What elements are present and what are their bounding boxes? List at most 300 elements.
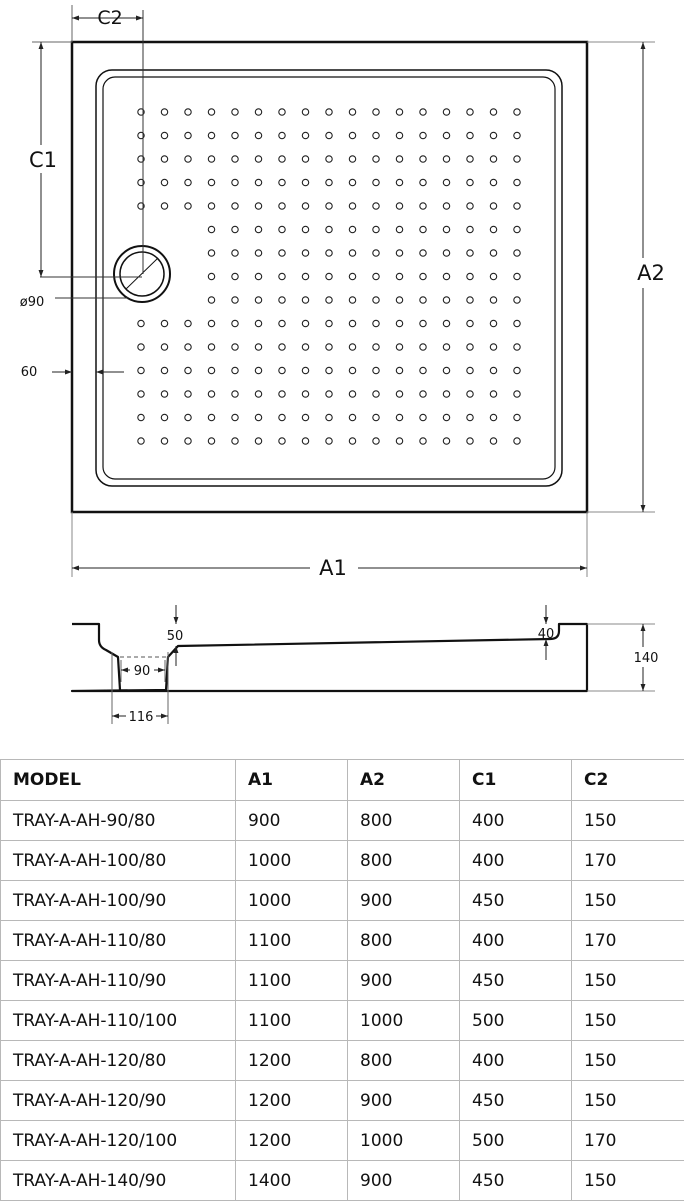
anti-slip-dot <box>349 156 355 162</box>
anti-slip-dot <box>279 320 285 326</box>
anti-slip-dot <box>420 179 426 185</box>
anti-slip-dot <box>138 414 144 420</box>
anti-slip-dot <box>302 367 308 373</box>
anti-slip-dot <box>208 367 214 373</box>
table-row <box>1 801 684 841</box>
anti-slip-dot <box>138 344 144 350</box>
tray-outline <box>72 42 587 512</box>
header-model: MODEL <box>1 760 236 801</box>
anti-slip-dot <box>467 179 473 185</box>
anti-slip-dot <box>161 414 167 420</box>
anti-slip-dot <box>420 132 426 138</box>
anti-slip-dot <box>373 156 379 162</box>
drain-diameter-label: ø90 <box>20 295 45 310</box>
anti-slip-dot <box>396 273 402 279</box>
section-dim-50: 50 <box>167 629 184 644</box>
anti-slip-dot <box>279 414 285 420</box>
anti-slip-dot <box>255 109 261 115</box>
anti-slip-dot <box>467 367 473 373</box>
anti-slip-dot <box>326 438 332 444</box>
cell-a2: 900 <box>348 961 460 1001</box>
anti-slip-dot <box>326 391 332 397</box>
anti-slip-dot <box>514 320 520 326</box>
anti-slip-dot <box>443 156 449 162</box>
cell-a2: 900 <box>348 1081 460 1121</box>
anti-slip-dot <box>420 367 426 373</box>
anti-slip-dot <box>302 109 308 115</box>
anti-slip-dot <box>232 438 238 444</box>
anti-slip-dot <box>161 203 167 209</box>
anti-slip-dot <box>490 132 496 138</box>
anti-slip-dot <box>420 203 426 209</box>
anti-slip-dot <box>420 320 426 326</box>
anti-slip-dot <box>467 203 473 209</box>
anti-slip-dot <box>208 226 214 232</box>
cell-c2: 150 <box>572 801 684 841</box>
anti-slip-dot <box>255 414 261 420</box>
table-row <box>1 1001 684 1041</box>
anti-slip-dot <box>255 438 261 444</box>
anti-slip-dot <box>396 391 402 397</box>
anti-slip-dot <box>208 179 214 185</box>
anti-slip-dot <box>396 250 402 256</box>
cell-a1: 1400 <box>236 1161 348 1201</box>
anti-slip-dot <box>490 320 496 326</box>
cell-a1: 1000 <box>236 881 348 921</box>
anti-slip-dot <box>514 297 520 303</box>
anti-slip-dot <box>443 226 449 232</box>
table-row <box>1 1161 684 1201</box>
anti-slip-dot <box>232 156 238 162</box>
anti-slip-dot <box>490 250 496 256</box>
anti-slip-dot <box>326 132 332 138</box>
anti-slip-dot <box>467 438 473 444</box>
cell-c2: 150 <box>572 961 684 1001</box>
anti-slip-dot <box>161 109 167 115</box>
anti-slip-dot <box>396 156 402 162</box>
anti-slip-dot <box>514 367 520 373</box>
anti-slip-dot <box>396 203 402 209</box>
cell-a1: 1100 <box>236 921 348 961</box>
anti-slip-dot <box>420 226 426 232</box>
anti-slip-dot <box>490 414 496 420</box>
anti-slip-dot <box>349 250 355 256</box>
anti-slip-dot <box>467 132 473 138</box>
anti-slip-dot <box>396 414 402 420</box>
anti-slip-dot <box>302 320 308 326</box>
anti-slip-dot <box>185 344 191 350</box>
anti-slip-dot <box>255 273 261 279</box>
anti-slip-dot <box>232 226 238 232</box>
cell-a1: 1200 <box>236 1041 348 1081</box>
anti-slip-dot <box>279 156 285 162</box>
anti-slip-dot <box>279 438 285 444</box>
anti-slip-dot <box>490 367 496 373</box>
anti-slip-dot <box>185 320 191 326</box>
cell-a2: 900 <box>348 881 460 921</box>
cell-a1: 1200 <box>236 1081 348 1121</box>
anti-slip-dot <box>467 391 473 397</box>
anti-slip-dot <box>232 391 238 397</box>
anti-slip-dot <box>255 226 261 232</box>
anti-slip-dot <box>514 203 520 209</box>
cell-model: TRAY-A-AH-90/80 <box>1 801 236 841</box>
header-a1: A1 <box>236 760 348 801</box>
anti-slip-dot <box>420 344 426 350</box>
anti-slip-dot <box>326 179 332 185</box>
anti-slip-dot <box>161 320 167 326</box>
anti-slip-dot <box>443 344 449 350</box>
anti-slip-dot <box>138 367 144 373</box>
anti-slip-dot <box>185 414 191 420</box>
anti-slip-dot <box>514 179 520 185</box>
anti-slip-dot <box>302 156 308 162</box>
anti-slip-dot <box>514 156 520 162</box>
dim-c2-label: C2 <box>97 7 122 29</box>
anti-slip-dot <box>161 179 167 185</box>
anti-slip-dot <box>490 438 496 444</box>
cell-a2: 800 <box>348 921 460 961</box>
cell-c1: 450 <box>460 961 572 1001</box>
anti-slip-dot <box>396 179 402 185</box>
anti-slip-dot <box>161 344 167 350</box>
anti-slip-dot <box>490 391 496 397</box>
table-row <box>1 881 684 921</box>
anti-slip-dot <box>185 179 191 185</box>
anti-slip-dot <box>373 226 379 232</box>
anti-slip-dot <box>467 297 473 303</box>
anti-slip-dot <box>467 414 473 420</box>
cell-model: TRAY-A-AH-140/90 <box>1 1161 236 1201</box>
anti-slip-dot <box>349 391 355 397</box>
cell-a1: 1200 <box>236 1121 348 1161</box>
anti-slip-dot <box>349 109 355 115</box>
anti-slip-dot <box>373 297 379 303</box>
anti-slip-dot <box>208 391 214 397</box>
anti-slip-dot <box>396 297 402 303</box>
section-dim-40: 40 <box>538 627 555 642</box>
anti-slip-dot <box>279 179 285 185</box>
header-a2: A2 <box>348 760 460 801</box>
cell-model: TRAY-A-AH-110/100 <box>1 1001 236 1041</box>
anti-slip-dot <box>420 391 426 397</box>
anti-slip-dot <box>396 320 402 326</box>
dim-c1-label: C1 <box>29 148 57 172</box>
cell-c1: 500 <box>460 1001 572 1041</box>
anti-slip-dot <box>185 156 191 162</box>
anti-slip-dot <box>302 414 308 420</box>
anti-slip-dot <box>349 344 355 350</box>
anti-slip-dot <box>208 132 214 138</box>
anti-slip-dot <box>208 297 214 303</box>
anti-slip-dot <box>420 297 426 303</box>
anti-slip-dot <box>514 273 520 279</box>
anti-slip-dot <box>208 320 214 326</box>
anti-slip-dot <box>302 250 308 256</box>
cell-c1: 400 <box>460 921 572 961</box>
section-dim-116: 116 <box>129 710 154 725</box>
cell-a2: 800 <box>348 1041 460 1081</box>
anti-slip-dot <box>349 438 355 444</box>
anti-slip-dot <box>467 250 473 256</box>
anti-slip-dot <box>443 320 449 326</box>
anti-slip-dot <box>185 109 191 115</box>
cell-a1: 1100 <box>236 1001 348 1041</box>
dim-a1-label: A1 <box>319 556 347 580</box>
anti-slip-dot <box>443 109 449 115</box>
anti-slip-dot <box>443 179 449 185</box>
anti-slip-dot <box>232 203 238 209</box>
anti-slip-dot <box>373 320 379 326</box>
section-dim-90: 90 <box>134 664 151 679</box>
anti-slip-dot <box>349 132 355 138</box>
anti-slip-dot <box>396 438 402 444</box>
anti-slip-dot <box>232 297 238 303</box>
anti-slip-dot <box>255 367 261 373</box>
anti-slip-dot <box>443 297 449 303</box>
anti-slip-dot <box>349 226 355 232</box>
anti-slip-dot <box>420 250 426 256</box>
cell-c2: 150 <box>572 1001 684 1041</box>
anti-slip-dot <box>373 391 379 397</box>
anti-slip-dot <box>302 297 308 303</box>
anti-slip-dot <box>326 367 332 373</box>
cell-a2: 900 <box>348 1161 460 1201</box>
anti-slip-dot <box>279 250 285 256</box>
cell-a2: 1000 <box>348 1001 460 1041</box>
anti-slip-dot <box>255 156 261 162</box>
cell-a2: 1000 <box>348 1121 460 1161</box>
anti-slip-dot <box>420 156 426 162</box>
anti-slip-dot <box>514 226 520 232</box>
cell-c1: 450 <box>460 1081 572 1121</box>
anti-slip-dot <box>373 250 379 256</box>
anti-slip-dot <box>420 414 426 420</box>
anti-slip-dot <box>490 297 496 303</box>
anti-slip-dot <box>208 273 214 279</box>
table-row <box>1 1041 684 1081</box>
header-c2: C2 <box>572 760 684 801</box>
anti-slip-dot <box>443 132 449 138</box>
anti-slip-dot <box>373 367 379 373</box>
anti-slip-dot <box>208 203 214 209</box>
anti-slip-dot <box>514 250 520 256</box>
cell-c1: 400 <box>460 801 572 841</box>
anti-slip-dot <box>514 391 520 397</box>
anti-slip-dot <box>208 156 214 162</box>
anti-slip-dot <box>279 109 285 115</box>
cell-c2: 150 <box>572 1041 684 1081</box>
anti-slip-dot <box>208 414 214 420</box>
cell-c2: 150 <box>572 1161 684 1201</box>
table-row <box>1 961 684 1001</box>
anti-slip-dot <box>514 109 520 115</box>
table-row <box>1 1121 684 1161</box>
tray-basin <box>103 77 555 479</box>
anti-slip-dot <box>326 273 332 279</box>
anti-slip-dot <box>490 226 496 232</box>
anti-slip-dot <box>443 391 449 397</box>
cell-c2: 170 <box>572 921 684 961</box>
anti-slip-dot <box>396 109 402 115</box>
anti-slip-dot <box>443 414 449 420</box>
anti-slip-dot <box>349 179 355 185</box>
cell-model: TRAY-A-AH-110/90 <box>1 961 236 1001</box>
anti-slip-dot <box>443 250 449 256</box>
anti-slip-dot <box>255 344 261 350</box>
anti-slip-dot <box>443 367 449 373</box>
anti-slip-dot <box>279 391 285 397</box>
anti-slip-dot <box>443 273 449 279</box>
anti-slip-dot <box>467 273 473 279</box>
anti-slip-dot <box>396 132 402 138</box>
anti-slip-dot <box>373 344 379 350</box>
anti-slip-dot <box>232 320 238 326</box>
anti-slip-dot <box>420 109 426 115</box>
anti-slip-dot <box>373 414 379 420</box>
anti-slip-dot <box>443 438 449 444</box>
anti-slip-dot <box>349 367 355 373</box>
table-header-row <box>1 760 684 801</box>
anti-slip-dot <box>326 109 332 115</box>
plan-view <box>20 5 672 581</box>
anti-slip-dot <box>161 156 167 162</box>
anti-slip-dot <box>185 132 191 138</box>
anti-slip-dot <box>514 438 520 444</box>
section-dim-140: 140 <box>634 651 659 666</box>
anti-slip-dot <box>279 344 285 350</box>
anti-slip-dot <box>443 203 449 209</box>
anti-slip-dot <box>161 367 167 373</box>
anti-slip-dot <box>326 203 332 209</box>
anti-slip-dot <box>232 273 238 279</box>
anti-slip-dot <box>208 438 214 444</box>
anti-slip-dot <box>349 414 355 420</box>
cell-c2: 170 <box>572 841 684 881</box>
anti-slip-dot <box>185 438 191 444</box>
table-row <box>1 921 684 961</box>
anti-slip-dot <box>302 226 308 232</box>
anti-slip-dot <box>279 132 285 138</box>
cell-c2: 150 <box>572 881 684 921</box>
anti-slip-dot <box>326 250 332 256</box>
anti-slip-dot <box>279 203 285 209</box>
anti-slip-dot <box>255 391 261 397</box>
anti-slip-dot <box>302 132 308 138</box>
anti-slip-dot <box>232 344 238 350</box>
anti-slip-dot <box>302 391 308 397</box>
cell-a1: 1100 <box>236 961 348 1001</box>
cell-c1: 450 <box>460 1161 572 1201</box>
anti-slip-dot <box>396 367 402 373</box>
anti-slip-dot <box>326 156 332 162</box>
anti-slip-dot <box>185 391 191 397</box>
anti-slip-dot <box>302 344 308 350</box>
anti-slip-dots <box>138 109 520 444</box>
anti-slip-dot <box>326 320 332 326</box>
cell-a1: 1000 <box>236 841 348 881</box>
anti-slip-dot <box>302 179 308 185</box>
anti-slip-dot <box>490 203 496 209</box>
anti-slip-dot <box>349 297 355 303</box>
anti-slip-dot <box>373 273 379 279</box>
anti-slip-dot <box>302 438 308 444</box>
anti-slip-dot <box>373 438 379 444</box>
anti-slip-dot <box>467 109 473 115</box>
anti-slip-dot <box>490 344 496 350</box>
anti-slip-dot <box>279 367 285 373</box>
anti-slip-dot <box>396 226 402 232</box>
cell-c2: 150 <box>572 1081 684 1121</box>
anti-slip-dot <box>373 179 379 185</box>
section-view <box>72 605 664 725</box>
table-row <box>1 841 684 881</box>
anti-slip-dot <box>349 273 355 279</box>
cell-c1: 400 <box>460 841 572 881</box>
anti-slip-dot <box>302 273 308 279</box>
anti-slip-dot <box>349 320 355 326</box>
anti-slip-dot <box>279 226 285 232</box>
anti-slip-dot <box>396 344 402 350</box>
cell-model: TRAY-A-AH-110/80 <box>1 921 236 961</box>
anti-slip-dot <box>467 226 473 232</box>
anti-slip-dot <box>467 344 473 350</box>
anti-slip-dot <box>514 414 520 420</box>
anti-slip-dot <box>232 250 238 256</box>
anti-slip-dot <box>326 297 332 303</box>
anti-slip-dot <box>232 367 238 373</box>
anti-slip-dot <box>138 320 144 326</box>
anti-slip-dot <box>514 132 520 138</box>
cell-model: TRAY-A-AH-120/100 <box>1 1121 236 1161</box>
anti-slip-dot <box>255 179 261 185</box>
anti-slip-dot <box>373 203 379 209</box>
anti-slip-dot <box>255 132 261 138</box>
cell-model: TRAY-A-AH-100/80 <box>1 841 236 881</box>
anti-slip-dot <box>208 250 214 256</box>
cell-c1: 400 <box>460 1041 572 1081</box>
cell-a2: 800 <box>348 841 460 881</box>
anti-slip-dot <box>326 414 332 420</box>
dim-a2-label: A2 <box>637 261 665 285</box>
anti-slip-dot <box>255 297 261 303</box>
anti-slip-dot <box>326 344 332 350</box>
anti-slip-dot <box>185 367 191 373</box>
anti-slip-dot <box>326 226 332 232</box>
cell-c2: 170 <box>572 1121 684 1161</box>
cell-a2: 800 <box>348 801 460 841</box>
anti-slip-dot <box>490 156 496 162</box>
anti-slip-dot <box>467 320 473 326</box>
anti-slip-dot <box>490 273 496 279</box>
rim-width-label: 60 <box>21 365 38 380</box>
anti-slip-dot <box>161 132 167 138</box>
anti-slip-dot <box>420 273 426 279</box>
anti-slip-dot <box>208 109 214 115</box>
cell-c1: 450 <box>460 881 572 921</box>
anti-slip-dot <box>490 179 496 185</box>
anti-slip-dot <box>349 203 355 209</box>
anti-slip-dot <box>255 250 261 256</box>
anti-slip-dot <box>255 320 261 326</box>
anti-slip-dot <box>232 132 238 138</box>
anti-slip-dot <box>232 414 238 420</box>
cell-model: TRAY-A-AH-120/80 <box>1 1041 236 1081</box>
anti-slip-dot <box>232 109 238 115</box>
cell-model: TRAY-A-AH-100/90 <box>1 881 236 921</box>
anti-slip-dot <box>302 203 308 209</box>
anti-slip-dot <box>373 132 379 138</box>
